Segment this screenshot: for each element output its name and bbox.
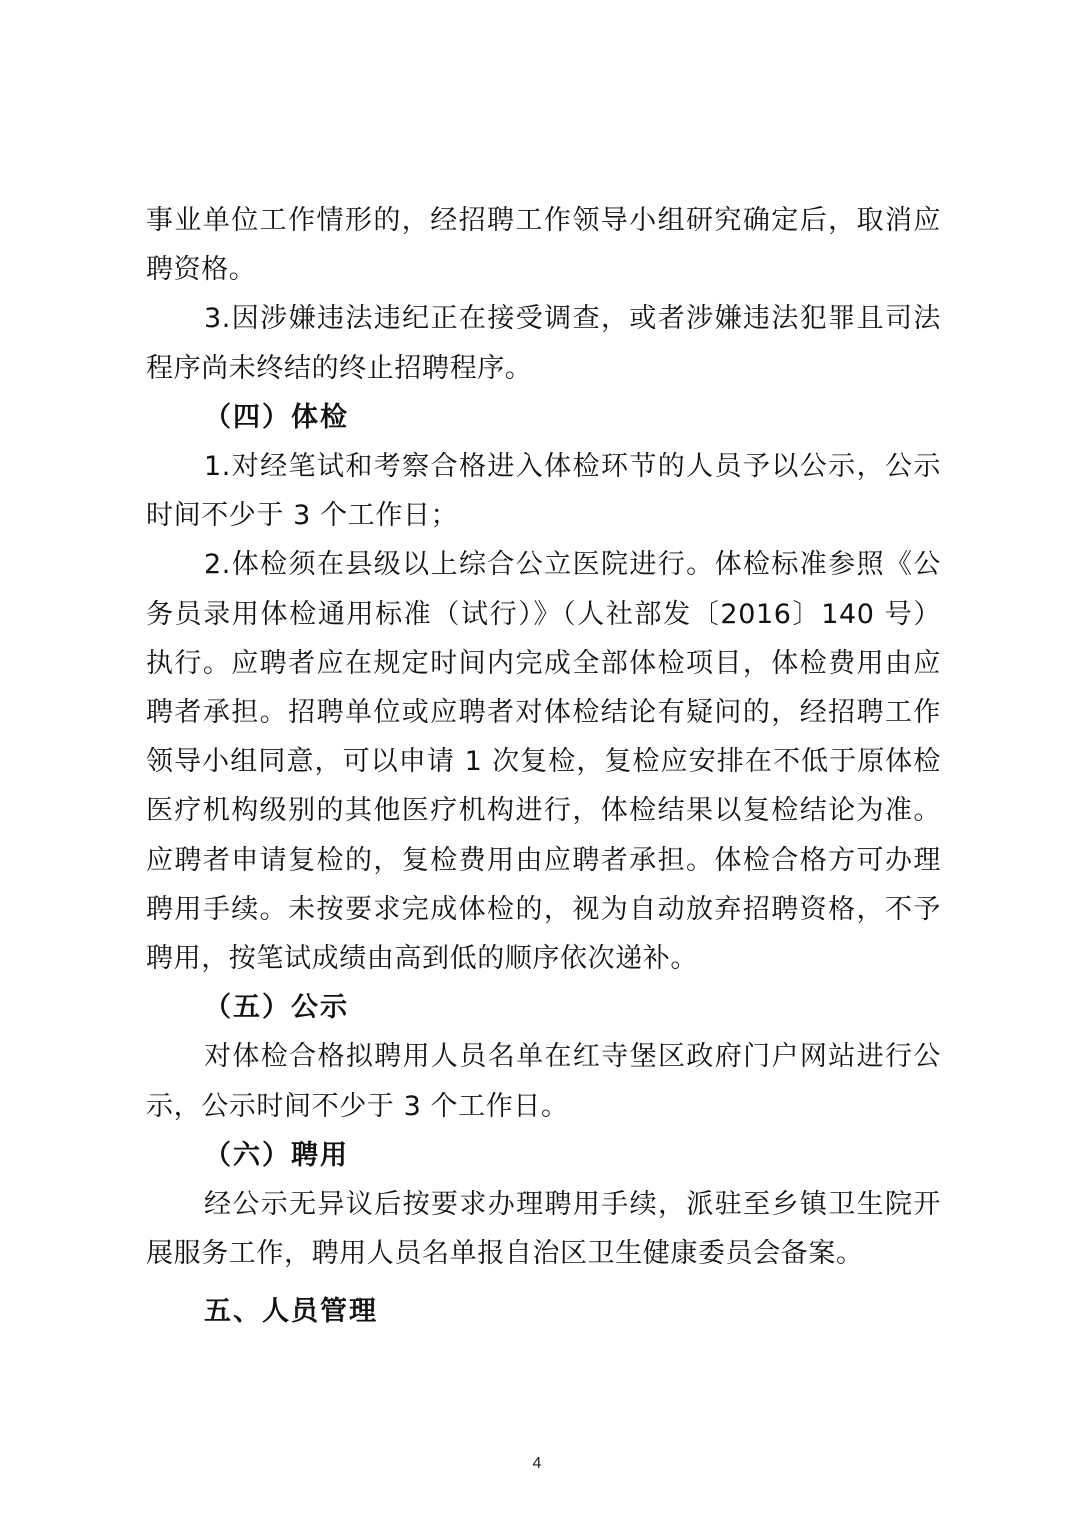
document-body [146, 196, 941, 1337]
page-number: 4 [532, 1455, 542, 1472]
paragraph-employment: 经公示无异议后按要求办理聘用手续，派驻至乡镇卫生院开展服务工作，聘用人员名单报自治区卫生健康委员会备案。 [146, 1189, 941, 1270]
paragraph-continued-disqualification: 事业单位工作情形的，经招聘工作领导小组研究确定后，取消应聘资格。 [146, 205, 941, 286]
paragraph-exam-item-1: 1.对经笔试和考察合格进入体检环节的人员予以公示，公示时间不少于 3 个工作日； [146, 451, 941, 532]
heading-physical-examination: （四）体检 [204, 401, 349, 433]
heading-employment: （六）聘用 [204, 1139, 349, 1171]
paragraph-exam-item-2: 2.体检须在县级以上综合公立医院进行。体检标准参照《公务员录用体检通用标准（试行）》（人社部发〔2016〕140 号）执行。应聘者应在规定时间内完成全部体检项目，体检费用由应聘者承担。招聘单位或应聘者对体检结论有疑问的，经招聘工作领导小组同意，可以申请 1 次复检，复检应安排在不低于原体检医疗机构级别的其他医疗机构进行，体检结果以复检结论为准。应聘者申请复检的，复检费用由应聘者承担。体检合格方可办理聘用手续。未按要求完成体检的，视为自动放弃招聘资格，不予聘用，按笔试成绩由高到低的顺序依次递补。 [146, 549, 941, 975]
paragraph-publicity: 对体检合格拟聘用人员名单在红寺堡区政府门户网站进行公示，公示时间不少于 3 个工作日。 [146, 1041, 941, 1122]
heading-personnel-management: 五、人员管理 [204, 1296, 378, 1328]
heading-publicity: （五）公示 [204, 992, 349, 1024]
paragraph-item-3-investigation: 3.因涉嫌违法违纪正在接受调查，或者涉嫌违法犯罪且司法程序尚未终结的终止招聘程序。 [146, 303, 941, 384]
